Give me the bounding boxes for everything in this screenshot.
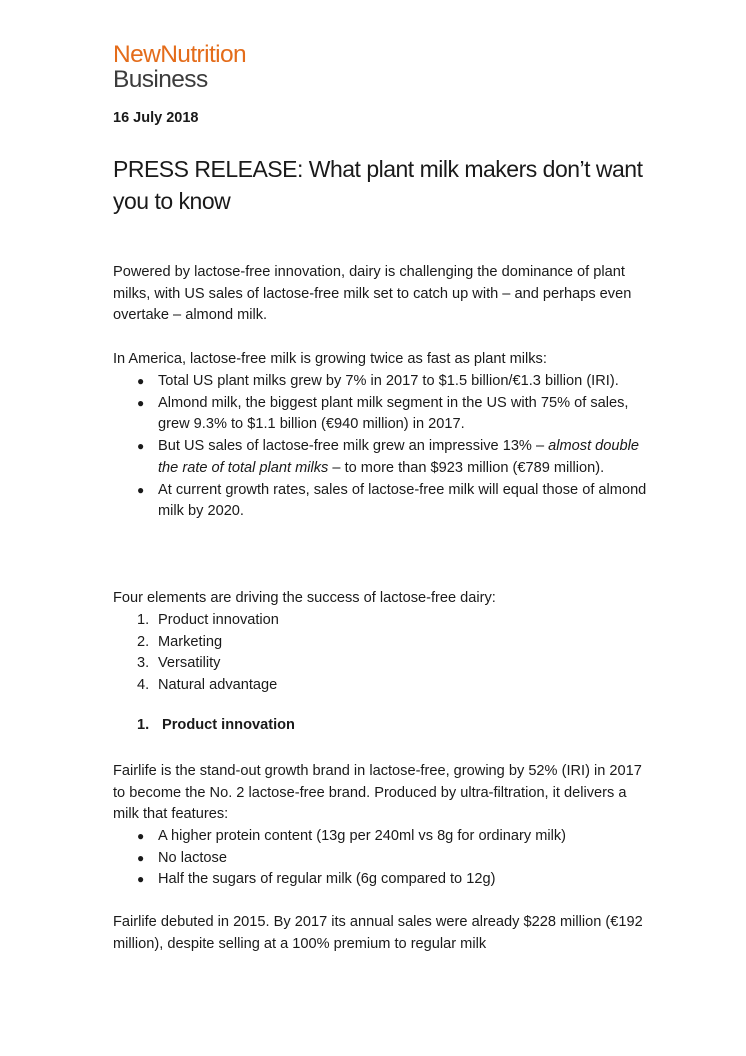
list-item bbox=[113, 653, 648, 675]
section-title: Product innovation bbox=[162, 717, 295, 733]
bullet-icon: ● bbox=[137, 850, 145, 865]
list-item-text: Versatility bbox=[158, 655, 221, 672]
list-item bbox=[113, 675, 648, 697]
growth-intro: In America, lactose-free milk is growing twice as fast as plant milks: bbox=[113, 351, 547, 367]
list-item-text: Half the sugars of regular milk (6g compared to 12g) bbox=[158, 871, 496, 888]
list-item-number: 2. bbox=[137, 633, 150, 650]
list-item bbox=[113, 371, 648, 393]
fairlife-bullet-list bbox=[113, 826, 648, 891]
bullet-icon: ● bbox=[137, 439, 145, 454]
list-item-text: At current growth rates, sales of lactose-free milk will equal those of almond milk by 2020. bbox=[158, 481, 647, 520]
list-item-text: Product innovation bbox=[158, 612, 279, 628]
logo-line-newnutrition: NewNutrition bbox=[113, 41, 247, 68]
bullet-icon: ● bbox=[137, 829, 145, 843]
bullet-icon: ● bbox=[137, 395, 145, 410]
list-item-number: 4. bbox=[137, 677, 150, 694]
list-item-text: No lactose bbox=[158, 849, 227, 866]
release-date: 16 July 2018 bbox=[113, 110, 199, 126]
list-item-number: 3. bbox=[137, 655, 150, 672]
list-item-text-italic: almost double the rate of total plant milks bbox=[158, 438, 640, 476]
bullet-icon: ● bbox=[137, 872, 145, 887]
list-item bbox=[113, 869, 648, 891]
list-item-text: A higher protein content (13g per 240ml vs 8g for ordinary milk) bbox=[158, 828, 567, 844]
list-item-text: Almond milk, the biggest plant milk segment in the US with 75% of sales, grew 9.3% to $1.1 billion (€940 million) in 2017. bbox=[158, 394, 629, 433]
list-item-text: Natural advantage bbox=[158, 677, 278, 694]
bullet-icon: ● bbox=[137, 482, 145, 497]
list-item-text-before: But US sales of lactose-free milk grew an impressive 13% – bbox=[158, 438, 549, 455]
logo-line-business: Business bbox=[113, 66, 208, 93]
list-item bbox=[113, 436, 648, 479]
elements-intro: Four elements are driving the success of lactose-free dairy: bbox=[113, 590, 496, 606]
list-item-text: Total US plant milks grew by 7% in 2017 to $1.5 billion/€1.3 billion (IRI). bbox=[158, 373, 619, 389]
list-item-number: 1. bbox=[137, 612, 150, 628]
list-item bbox=[113, 480, 648, 523]
list-item bbox=[113, 826, 648, 848]
newnutrition-business-logo bbox=[113, 43, 246, 93]
fairlife-closing-paragraph: Fairlife debuted in 2015. By 2017 its annual sales were already $228 million (€192 million), despite selling at a 100% premium to regular milk bbox=[113, 914, 643, 952]
list-item-text-after: – to more than $923 million (€789 million). bbox=[328, 459, 605, 476]
growth-bullet-list bbox=[113, 371, 648, 523]
list-item bbox=[113, 393, 648, 436]
intro-paragraph: Powered by lactose-free innovation, dairy is challenging the dominance of plant milks, with US sales of lactose-free milk set to catch up with – and perhaps even overtake – almond milk. bbox=[113, 264, 632, 324]
list-item-text: Marketing bbox=[158, 633, 223, 650]
section-number: 1. bbox=[137, 717, 150, 733]
list-item bbox=[113, 632, 648, 654]
list-item bbox=[113, 848, 648, 870]
bullet-icon: ● bbox=[137, 374, 145, 388]
list-item bbox=[113, 610, 648, 632]
elements-numbered-list bbox=[113, 610, 648, 697]
headline: PRESS RELEASE: What plant milk makers don’t want you to know bbox=[113, 156, 643, 214]
fairlife-paragraph: Fairlife is the stand-out growth brand in lactose-free, growing by 52% (IRI) in 2017 to become the No. 2 lactose-free brand. Produced by ultra-filtration, it delivers a milk that features: bbox=[113, 763, 642, 823]
